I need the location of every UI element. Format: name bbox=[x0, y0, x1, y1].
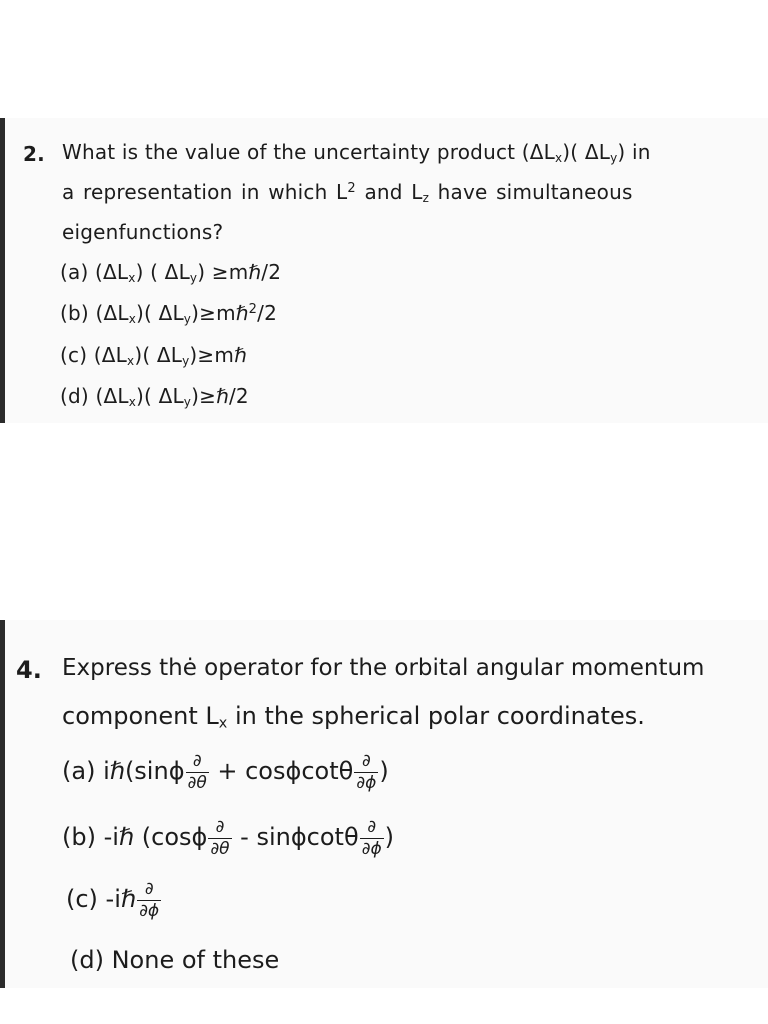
page-edge-shadow bbox=[0, 620, 5, 988]
option-d[interactable]: (d) None of these bbox=[70, 946, 280, 974]
option-c[interactable]: (c) -iℏ $\frac{\partial}{\partial\phi}$ bbox=[66, 879, 160, 921]
page-edge-shadow bbox=[0, 118, 5, 423]
question-4-text-line-2: component $L_x$ in the spherical polar coordinates. bbox=[62, 702, 645, 732]
question-number: 2. bbox=[23, 142, 45, 166]
question-2-text-line-2: a representation in which $L^2$ and $L_z$ have simultaneous bbox=[62, 180, 633, 205]
option-b[interactable]: (b) $(\Delta L_x)$( $\Delta L_y)\ge m\hbar^2/2$ bbox=[60, 301, 277, 326]
fraction-d-dtheta: $\frac{\partial}{\partial\theta}$ bbox=[210, 817, 230, 859]
question-2-text-line-1: What is the value of the uncertainty product $(\Delta L_x)$( $\Delta L_y$) in bbox=[62, 140, 651, 165]
question-2-text-line-3: eigenfunctions? bbox=[62, 220, 224, 244]
fraction-d-dphi: $\frac{\partial}{\partial\phi}$ bbox=[361, 817, 382, 859]
fraction-d-dtheta: $\frac{\partial}{\partial\theta}$ bbox=[187, 751, 207, 793]
option-d[interactable]: (d) $(\Delta L_x)$( $\Delta L_y)\ge\hbar/2$ bbox=[60, 384, 249, 409]
option-c[interactable]: (c) $(\Delta L_x)$( $\Delta L_y)\ge m\hbar$ bbox=[60, 343, 247, 368]
question-number: 4. bbox=[16, 656, 42, 684]
question-4-text-line-1: Express thė operator for the orbital angular momentum bbox=[62, 655, 705, 681]
fraction-d-dphi: $\frac{\partial}{\partial\phi}$ bbox=[139, 879, 160, 921]
option-b[interactable]: (b) -iℏ (cosϕ $\frac{\partial}{\partial\theta}$ - sinϕcotθ $\frac{\partial}{\partial\phi}$ ) bbox=[62, 817, 395, 859]
option-a[interactable]: (a) $(\Delta L_x)$ ( $\Delta L_y$) ≥mℏ/2 bbox=[60, 260, 282, 285]
fraction-d-dphi: $\frac{\partial}{\partial\phi}$ bbox=[356, 751, 377, 793]
option-a[interactable]: (a) iℏ(sinϕ $\frac{\partial}{\partial\theta}$ + cosϕcotθ $\frac{\partial}{\partial\phi}$ ) bbox=[62, 751, 389, 793]
